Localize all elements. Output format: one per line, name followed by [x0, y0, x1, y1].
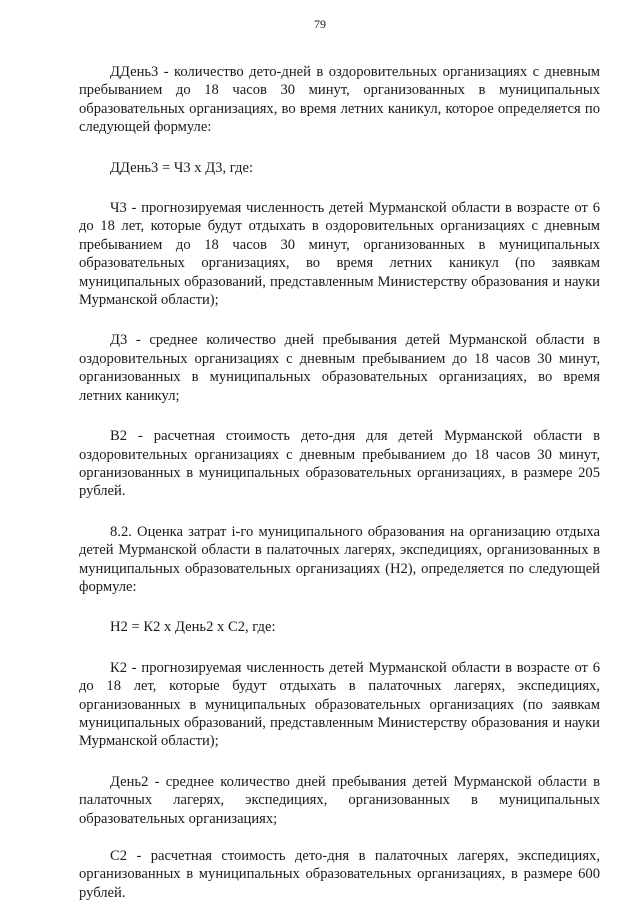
paragraph-k2-definition: К2 - прогнозируемая численность детей Мурманской области в возрасте от 6 до 18 лет, которые будут отдыхать в палаточных лагерях, экспедициях, организованных в муниципальных образовательных организациях (по заявкам муниципальных образований, представленным Министерству образования и науки Мурманской области);	[79, 659, 600, 750]
formula-n2: Н2 = К2 х День2 х С2, где:	[110, 619, 276, 636]
paragraph-den2-definition: День2 - среднее количество дней пребывания детей Мурманской области в палаточных лагерях, экспедициях, организованных в муниципальных образовательных организациях;	[79, 773, 600, 827]
formula-dden3: ДДень3 = Ч3 х Д3, где:	[110, 159, 253, 176]
paragraph-d3-definition: Д3 - среднее количество дней пребывания детей Мурманской области в оздоровительных организациях с дневным пребыванием до 18 часов 30 минут, организованных в муниципальных образовательных организациях, во время летних каникул;	[79, 332, 600, 404]
paragraph-v2-definition: В2 - расчетная стоимость дето-дня для детей Мурманской области в оздоровительных организациях с дневным пребыванием до 18 часов 30 минут, организованных в муниципальных образовательных организациях, в размере 205 рублей.	[79, 428, 600, 500]
paragraph-section-8-2: 8.2. Оценка затрат i-го муниципального образования на организацию отдыха детей Мурманской области в палаточных лагерях, экспедициях, организованных в муниципальных образовательных организациях (Н2), определяется по следующей формуле:	[79, 523, 600, 595]
paragraph-s2-definition: С2 - расчетная стоимость дето-дня в палаточных лагерях, экспедициях, организованных в муниципальных образовательных организациях, в размере 600 рублей.	[79, 848, 600, 901]
paragraph-dden3-definition: ДДень3 - количество дето-дней в оздоровительных организациях с дневным пребыванием до 18 часов 30 минут, организованных в муниципальных образовательных организациях, во время летних каникул, которое определяется по следующей формуле:	[79, 64, 600, 136]
paragraph-ch3-definition: Ч3 - прогнозируемая численность детей Мурманской области в возрасте от 6 до 18 лет, которые будут отдыхать в оздоровительных организациях с дневным пребыванием до 18 часов 30 минут, организованных в муниципальных образовательных организациях, во время летних каникул (по заявкам муниципальных образований, представленным Министерству образования и науки Мурманской области);	[79, 200, 600, 309]
document-body	[79, 63, 600, 924]
page-number: 79	[314, 17, 326, 31]
